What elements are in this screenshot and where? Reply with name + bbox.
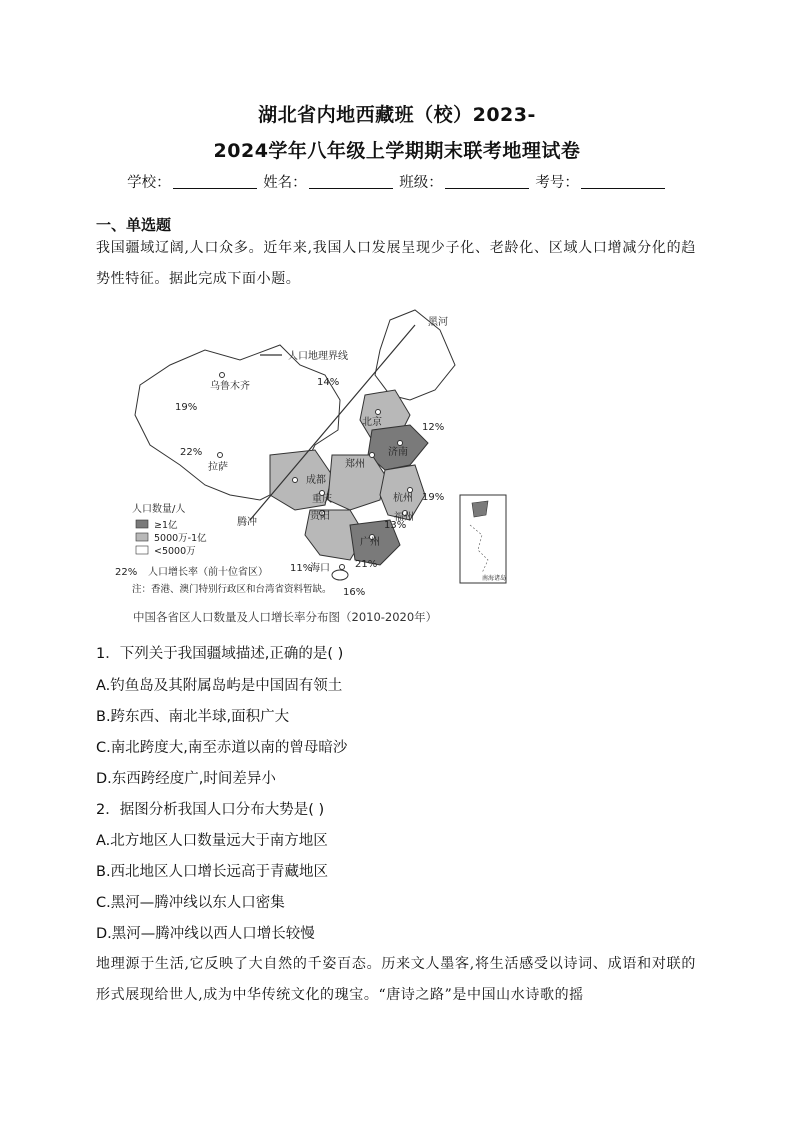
name-label: 姓名： (263, 175, 307, 191)
city-tengchong: 腾冲 (237, 517, 257, 528)
rate-16: 16% (343, 587, 366, 598)
inset-guangdong-shape (472, 501, 488, 517)
question-2-option-a[interactable]: A.北方地区人口数量远大于南方地区 (96, 833, 328, 849)
zhengzhou-dot (370, 453, 375, 458)
lhasa-dot (218, 453, 223, 458)
inset-label: 南海诸岛 (482, 575, 507, 582)
city-chongqing: 重庆 (312, 494, 332, 505)
class-blank[interactable] (445, 174, 529, 189)
question-1-option-c[interactable]: C.南北跨度大,南至赤道以南的曾母暗沙 (96, 740, 348, 756)
legend-item-mid: 5000万-1亿 (154, 533, 207, 544)
rate-11: 11% (290, 563, 313, 574)
rate-13: 13% (384, 520, 407, 531)
chengdu-dot (293, 478, 298, 483)
growth-rate-label: 人口增长率（前十位省区） (148, 567, 268, 578)
rate-21: 21% (355, 559, 378, 570)
city-heihe: 黑河 (428, 317, 448, 328)
rate-19-west: 19% (175, 402, 198, 413)
legend-item-low: <5000万 (154, 546, 196, 557)
city-fuzhou: 福州 (394, 512, 414, 523)
school-blank[interactable] (173, 174, 257, 189)
population-map (110, 305, 510, 605)
legend-swatch-low (136, 546, 148, 554)
city-guiyang: 贵阳 (310, 511, 330, 522)
legend-line-label: 人口地理界线 (288, 351, 348, 362)
exam-title-line1: 湖北省内地西藏班（校）2023- (258, 104, 536, 126)
china-map-svg (110, 305, 510, 605)
legend-item-high: ≥1亿 (154, 520, 178, 531)
haikou-dot (340, 565, 345, 570)
city-beijing: 北京 (362, 417, 382, 428)
question-2-option-d[interactable]: D.黑河—腾冲线以西人口增长较慢 (96, 926, 315, 942)
rate-19-east: 19% (422, 492, 445, 503)
beijing-dot (376, 410, 381, 415)
name-blank[interactable] (309, 174, 393, 189)
rate-14: 14% (317, 377, 340, 388)
urumqi-dot (220, 373, 225, 378)
school-label: 学校： (127, 175, 171, 191)
question-2-option-b[interactable]: B.西北地区人口增长远高于青藏地区 (96, 864, 329, 880)
growth-rate-sample: 22% (115, 567, 138, 578)
exam-number-label: 考号： (535, 175, 579, 191)
city-guangzhou: 广州 (360, 537, 380, 548)
intro-paragraph-2: 地理源于生活,它反映了大自然的千姿百态。历来文人墨客,将生活感受以诗词、成语和对联的形式展现给世人,成为中华传统文化的瑰宝。“唐诗之路”是中国山水诗歌的摇 (96, 956, 696, 1003)
class-label: 班级： (399, 175, 443, 191)
city-haikou: 海口 (310, 563, 330, 574)
exam-number-blank[interactable] (581, 174, 665, 189)
question-1-stem: 1．下列关于我国疆域描述,正确的是( ) (96, 646, 344, 662)
map-caption: 中国各省区人口数量及人口增长率分布图（2010-2020年） (133, 610, 438, 624)
question-2-stem: 2．据图分析我国人口分布大势是( ) (96, 802, 325, 818)
question-2-option-c[interactable]: C.黑河—腾冲线以东人口密集 (96, 895, 285, 911)
legend-title: 人口数量/人 (132, 504, 186, 515)
city-chengdu: 成都 (306, 475, 326, 486)
city-urumqi: 乌鲁木齐 (210, 381, 250, 392)
city-jinan: 济南 (388, 447, 408, 458)
section-title: 一、单选题 (96, 216, 172, 234)
exam-title-line2: 2024学年八年级上学期期末联考地理试卷 (213, 140, 581, 162)
hangzhou-dot (408, 488, 413, 493)
rate-12: 12% (422, 422, 445, 433)
question-1-option-b[interactable]: B.跨东西、南北半球,面积广大 (96, 709, 290, 725)
student-info-row (0, 171, 794, 192)
jinan-dot (398, 441, 403, 446)
question-1-option-a[interactable]: A.钓鱼岛及其附属岛屿是中国固有领土 (96, 678, 343, 694)
question-1-option-d[interactable]: D.东西跨经度广,时间差异小 (96, 771, 276, 787)
map-note: 注：香港、澳门特别行政区和台湾省资料暂缺。 (132, 584, 332, 595)
legend-swatch-high (136, 520, 148, 528)
rate-22: 22% (180, 447, 203, 458)
legend-swatch-mid (136, 533, 148, 541)
intro-paragraph-1: 我国疆域辽阔,人口众多。近年来,我国人口发展呈现少子化、老龄化、区域人口增减分化的趋势性特征。据此完成下面小题。 (96, 240, 696, 287)
city-hangzhou: 杭州 (393, 493, 413, 504)
city-zhengzhou: 郑州 (345, 459, 365, 470)
city-lhasa: 拉萨 (208, 462, 228, 473)
hainan-shape (332, 570, 348, 580)
